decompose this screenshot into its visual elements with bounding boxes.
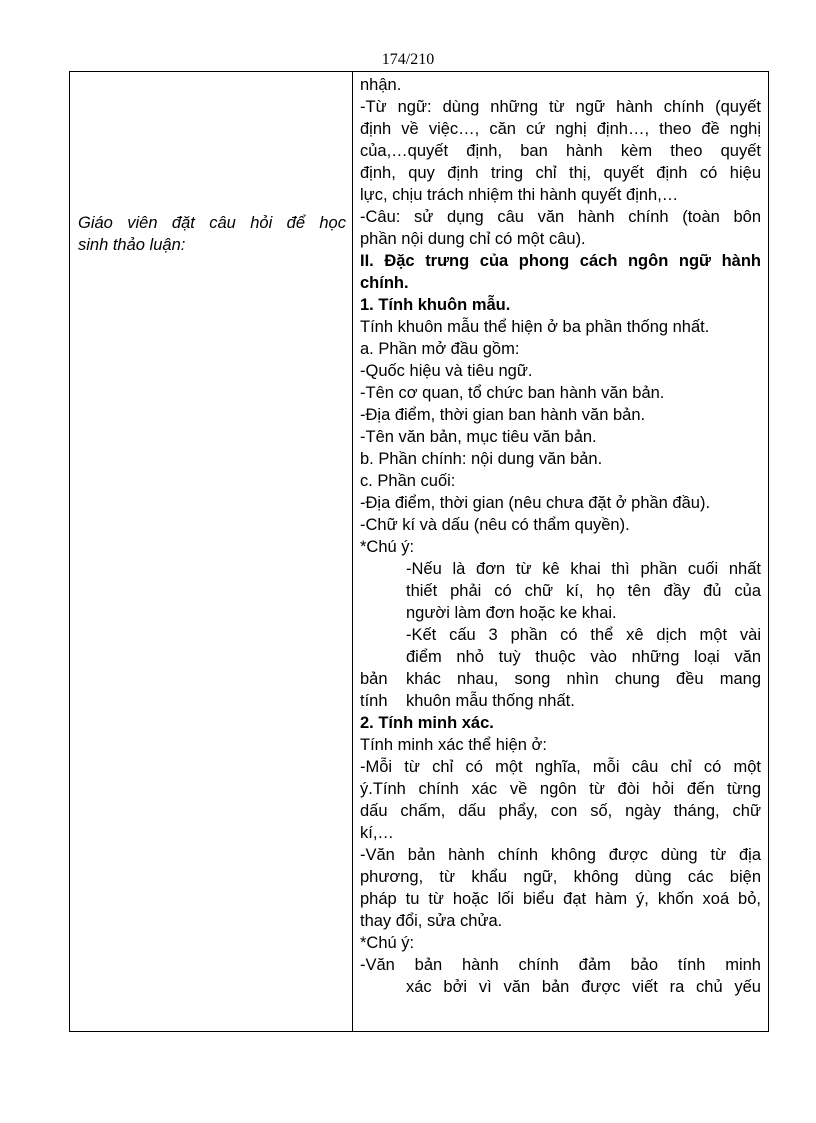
content-line: -Câu: sử dụng câu văn hành chính (toàn bôn (360, 208, 761, 226)
page-number: 174/210 (381, 51, 435, 68)
note-label: *Chú ý: (360, 538, 415, 556)
content-line: phương, từ khẩu ngữ, không dùng các biện (360, 868, 761, 886)
lesson-table (69, 71, 769, 1032)
content-line: -Địa điểm, thời gian ban hành văn bản. (360, 406, 646, 424)
teacher-activity-line: sinh thảo luận: (78, 236, 186, 254)
content-line: Tính minh xác thể hiện ở: (360, 736, 547, 754)
hanging-word: tính (360, 692, 388, 710)
content-line: c. Phần cuối: (360, 472, 456, 490)
note-text: khuôn mẫu thống nhất. (406, 692, 575, 710)
note-line: thiết phải có chữ kí, họ tên đầy đủ của (406, 582, 761, 600)
teacher-activity-cell (78, 212, 346, 256)
content-line: -Mỗi từ chỉ có một nghĩa, mỗi câu chỉ có một (360, 758, 761, 776)
content-line: -Văn bản hành chính không được dùng từ địa (360, 846, 761, 864)
content-line: phần nội dung chỉ có một câu). (360, 230, 586, 248)
content-line: thay đổi, sửa chửa. (360, 912, 503, 930)
content-line: pháp tu từ hoặc lối biểu đạt hàm ý, khốn xoá bỏ, (360, 890, 761, 908)
note-text: khác nhau, song nhìn chung đều mang (406, 670, 761, 688)
content-line: lực, chịu trách nhiệm thi hành quyết định,… (360, 186, 679, 204)
section-heading: II. Đặc trưng của phong cách ngôn ngữ hành (360, 252, 761, 270)
note-line: điểm nhỏ tuỳ thuộc vào những loại văn (406, 648, 761, 666)
content-line: -Chữ kí và dấu (nêu có thẩm quyền). (360, 516, 630, 534)
note-label: *Chú ý: (360, 934, 415, 952)
content-line: -Từ ngữ: dùng những từ ngữ hành chính (quyết (360, 98, 761, 116)
note-line: -Nếu là đơn từ kê khai thì phần cuối nhất (406, 560, 761, 578)
content-line: ý.Tính chính xác về ngôn từ đòi hỏi đến từng (360, 780, 761, 798)
note-line: -Kết cấu 3 phần có thể xê dịch một vài (406, 626, 761, 644)
content-line: -Quốc hiệu và tiêu ngữ. (360, 362, 533, 380)
note-line: người làm đơn hoặc ke khai. (406, 604, 617, 622)
note-line (360, 668, 761, 690)
content-line: -Tên văn bản, mục tiêu văn bản. (360, 428, 597, 446)
content-line: -Tên cơ quan, tổ chức ban hành văn bản. (360, 384, 665, 402)
content-line: nhận. (360, 76, 402, 94)
hanging-word: bản (360, 670, 388, 688)
content-line: xác bởi vì văn bản được viết ra chủ yếu (406, 978, 761, 996)
content-line: định về việc…, căn cứ nghị định…, theo đề nghị (360, 120, 761, 138)
content-line: của,…quyết định, ban hành kèm theo quyết (360, 142, 761, 160)
content-line: kí,… (360, 824, 394, 842)
teacher-activity-line: Giáo viên đặt câu hỏi để học (78, 214, 346, 232)
content-line: định, quy định tring chỉ thị, quyết định có hiệu (360, 164, 761, 182)
content-line: Tính khuôn mẫu thể hiện ở ba phần thống nhất. (360, 318, 710, 336)
subsection-heading: 1. Tính khuôn mẫu. (360, 296, 511, 314)
subsection-heading: 2. Tính minh xác. (360, 714, 494, 732)
content-line: -Địa điểm, thời gian (nêu chưa đặt ở phần đầu). (360, 494, 711, 512)
note-line (360, 690, 761, 712)
column-divider (352, 72, 353, 1031)
lesson-content-cell (360, 74, 761, 998)
content-line: a. Phần mở đầu gồm: (360, 340, 520, 358)
content-line: dấu chấm, dấu phẩy, con số, ngày tháng, chữ (360, 802, 761, 820)
content-line: -Văn bản hành chính đảm bảo tính minh (360, 956, 761, 974)
section-heading: chính. (360, 274, 409, 292)
content-line: b. Phần chính: nội dung văn bản. (360, 450, 603, 468)
